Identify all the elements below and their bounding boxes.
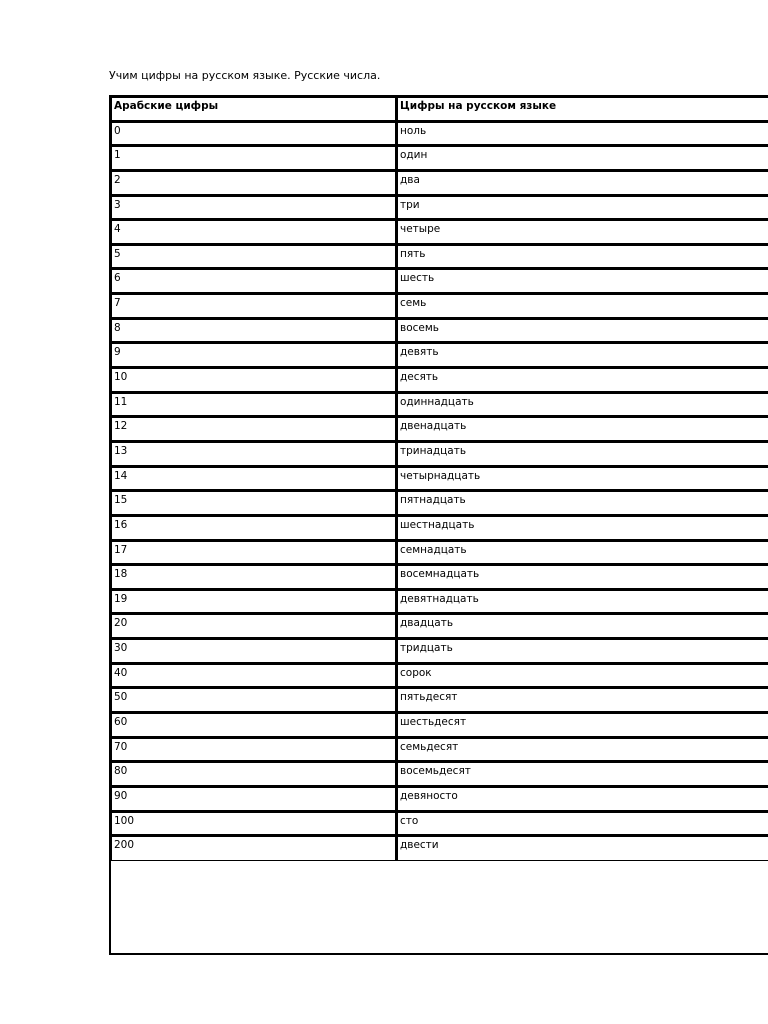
arabic-digit-cell: 3 [111,196,397,221]
table-row [111,836,768,861]
table-row [111,269,768,294]
arabic-digit-cell: 90 [111,787,397,812]
arabic-digit-cell: 1 [111,146,397,171]
arabic-digit-cell: 8 [111,319,397,344]
russian-word-cell: сорок [397,664,768,689]
arabic-digit-cell: 9 [111,343,397,368]
russian-word-cell: пятнадцать [397,491,768,516]
arabic-digit-cell: 5 [111,245,397,270]
arabic-digit-cell: 60 [111,713,397,738]
table-row [111,812,768,837]
arabic-digit-cell: 18 [111,565,397,590]
table-row [111,171,768,196]
russian-word-cell: шестнадцать [397,516,768,541]
table-row [111,762,768,787]
arabic-digit-cell: 50 [111,688,397,713]
russian-word-cell: четыре [397,220,768,245]
table-row [111,245,768,270]
arabic-digit-cell: 200 [111,836,397,861]
russian-word-cell: двенадцать [397,417,768,442]
arabic-digit-cell: 11 [111,393,397,418]
header-russian-words: Цифры на русском языке [397,97,768,122]
russian-word-cell: десять [397,368,768,393]
russian-word-cell: шесть [397,269,768,294]
table-row [111,787,768,812]
arabic-digit-cell: 10 [111,368,397,393]
page-title: Учим цифры на русском языке. Русские числа. [109,69,381,82]
russian-word-cell: девяносто [397,787,768,812]
table-row [111,516,768,541]
table-row [111,343,768,368]
russian-word-cell: тридцать [397,639,768,664]
arabic-digit-cell: 70 [111,738,397,763]
table-row [111,614,768,639]
arabic-digit-cell: 19 [111,590,397,615]
arabic-digit-cell: 17 [111,541,397,566]
russian-word-cell: двадцать [397,614,768,639]
arabic-digit-cell: 14 [111,467,397,492]
arabic-digit-cell: 80 [111,762,397,787]
table-row [111,220,768,245]
russian-word-cell: девять [397,343,768,368]
russian-word-cell: семьдесят [397,738,768,763]
table-row [111,319,768,344]
russian-word-cell: три [397,196,768,221]
arabic-digit-cell: 6 [111,269,397,294]
russian-word-cell: тринадцать [397,442,768,467]
russian-word-cell: девятнадцать [397,590,768,615]
table-row [111,688,768,713]
table-header-row [111,97,768,122]
russian-word-cell: восемь [397,319,768,344]
table-row [111,442,768,467]
table-row [111,565,768,590]
arabic-digit-cell: 30 [111,639,397,664]
russian-word-cell: семнадцать [397,541,768,566]
arabic-digit-cell: 100 [111,812,397,837]
russian-word-cell: пять [397,245,768,270]
table-row [111,639,768,664]
table-row [111,467,768,492]
arabic-digit-cell: 16 [111,516,397,541]
arabic-digit-cell: 0 [111,122,397,147]
russian-word-cell: восемнадцать [397,565,768,590]
arabic-digit-cell: 7 [111,294,397,319]
table-row [111,541,768,566]
arabic-digit-cell: 13 [111,442,397,467]
numbers-table-body [111,97,768,861]
russian-word-cell: двести [397,836,768,861]
arabic-digit-cell: 40 [111,664,397,689]
russian-word-cell: два [397,171,768,196]
russian-word-cell: одиннадцать [397,393,768,418]
table-row [111,417,768,442]
russian-word-cell: ноль [397,122,768,147]
table-row [111,122,768,147]
arabic-digit-cell: 20 [111,614,397,639]
russian-word-cell: четырнадцать [397,467,768,492]
arabic-digit-cell: 2 [111,171,397,196]
numbers-table [111,97,768,861]
table-row [111,590,768,615]
table-row [111,664,768,689]
russian-word-cell: семь [397,294,768,319]
russian-word-cell: восемьдесят [397,762,768,787]
table-row [111,368,768,393]
russian-word-cell: один [397,146,768,171]
table-row [111,713,768,738]
russian-word-cell: шестьдесят [397,713,768,738]
table-row [111,491,768,516]
arabic-digit-cell: 15 [111,491,397,516]
header-arabic-digits: Арабские цифры [111,97,397,122]
russian-word-cell: сто [397,812,768,837]
arabic-digit-cell: 12 [111,417,397,442]
arabic-digit-cell: 4 [111,220,397,245]
table-row [111,196,768,221]
table-row [111,393,768,418]
table-row [111,294,768,319]
table-row [111,146,768,171]
russian-word-cell: пятьдесят [397,688,768,713]
table-row [111,738,768,763]
numbers-table-container [109,95,768,955]
